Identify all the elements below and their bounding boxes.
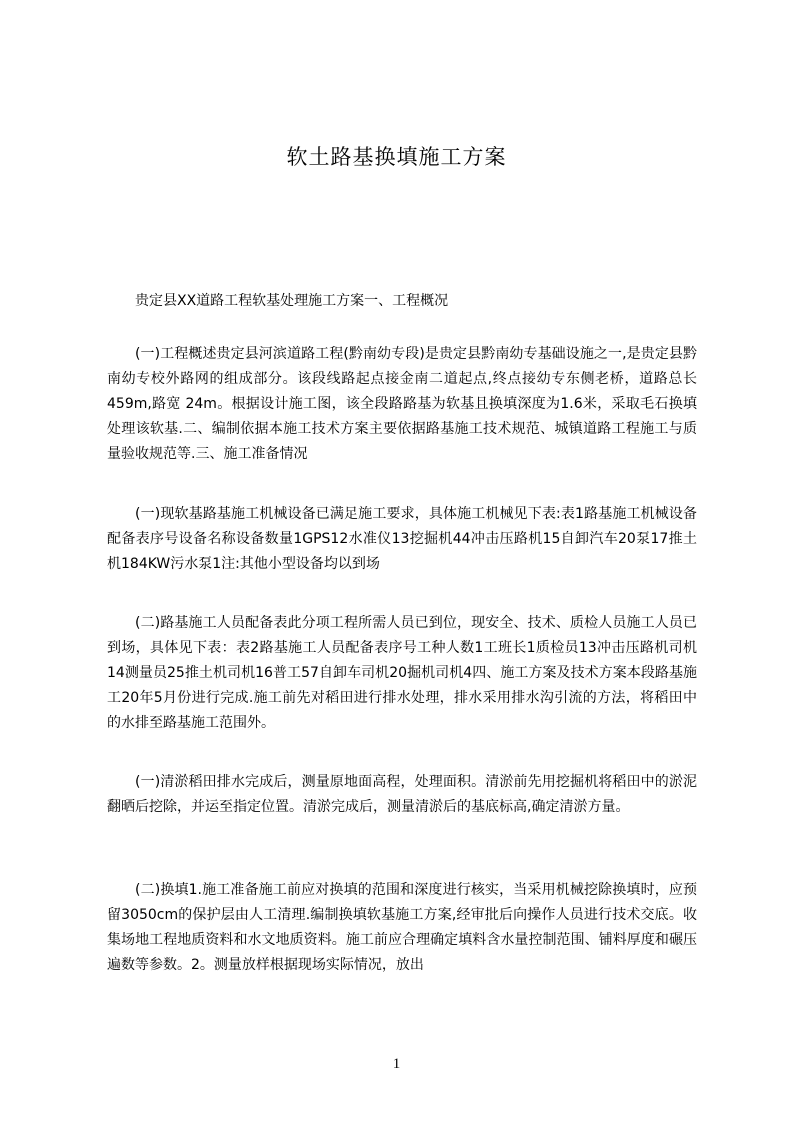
page-number: 1 [392, 1056, 401, 1072]
paragraph-personnel: (二)路基施工人员配备表此分项工程所需人员已到位，现安全、技术、质检人员施工人员已到场，具体见下表：表2路基施工人员配备表序号工种人数1工班长1质检员13冲击压路机司机14测量员25推土机司机16普工57自卸车司机20掘机司机4四、施工方案及技术方案本段路基施工20年5月份进行完成.施工前先对稻田进行排水处理，排水采用排水沟引流的方法，将稻田中的水排至路基施工范围外。 [107, 615, 697, 731]
paragraph-dredging: (一)清淤稻田排水完成后，测量原地面高程，处理面积。清淤前先用挖掘机将稻田中的淤泥翻晒后挖除，并运至指定位置。清淤完成后，测量清淤后的基底标高,确定清淤方量。 [107, 774, 697, 815]
paragraph-project-overview: (一)工程概述贵定县河滨道路工程(黔南幼专段)是贵定县黔南幼专基础设施之一,是贵定县黔南幼专校外路网的组成部分。该段线路起点接金南二道起点,终点接幼专东侧老桥，道路总长459m,路宽 24m。根据设计施工图，该全段路路基为软基且换填深度为1.6米，采取毛石换填处理该软基.二、编制依据本施工技术方案主要依据路基施工技术规范、城镇道路工程施工与质量验收规范等.三、施工准备情况 [107, 346, 697, 462]
document-title: 软土路基换填施工方案 [286, 145, 507, 169]
paragraph-equipment: (一)现软基路基施工机械设备已满足施工要求，具体施工机械见下表:表1路基施工机械设备配备表序号设备名称设备数量1GPS12水准仪13挖掘机44冲击压路机15自卸汽车20泵17推土机184KW污水泵1注:其他小型设备均以到场 [107, 506, 697, 572]
paragraph-intro: 贵定县XX道路工程软基处理施工方案一、工程概况 [135, 293, 449, 309]
paragraph-replacement: (二)换填1.施工准备施工前应对换填的范围和深度进行核实，当采用机械挖除换填时，应预留3050cm的保护层由人工清理.编制换填软基施工方案,经审批后向操作人员进行技术交底。收集场地工程地质资料和水文地质资料。施工前应合理确定填料含水量控制范围、铺料厚度和碾压遍数等参数。2。测量放样根据现场实际情况，放出 [107, 882, 697, 973]
